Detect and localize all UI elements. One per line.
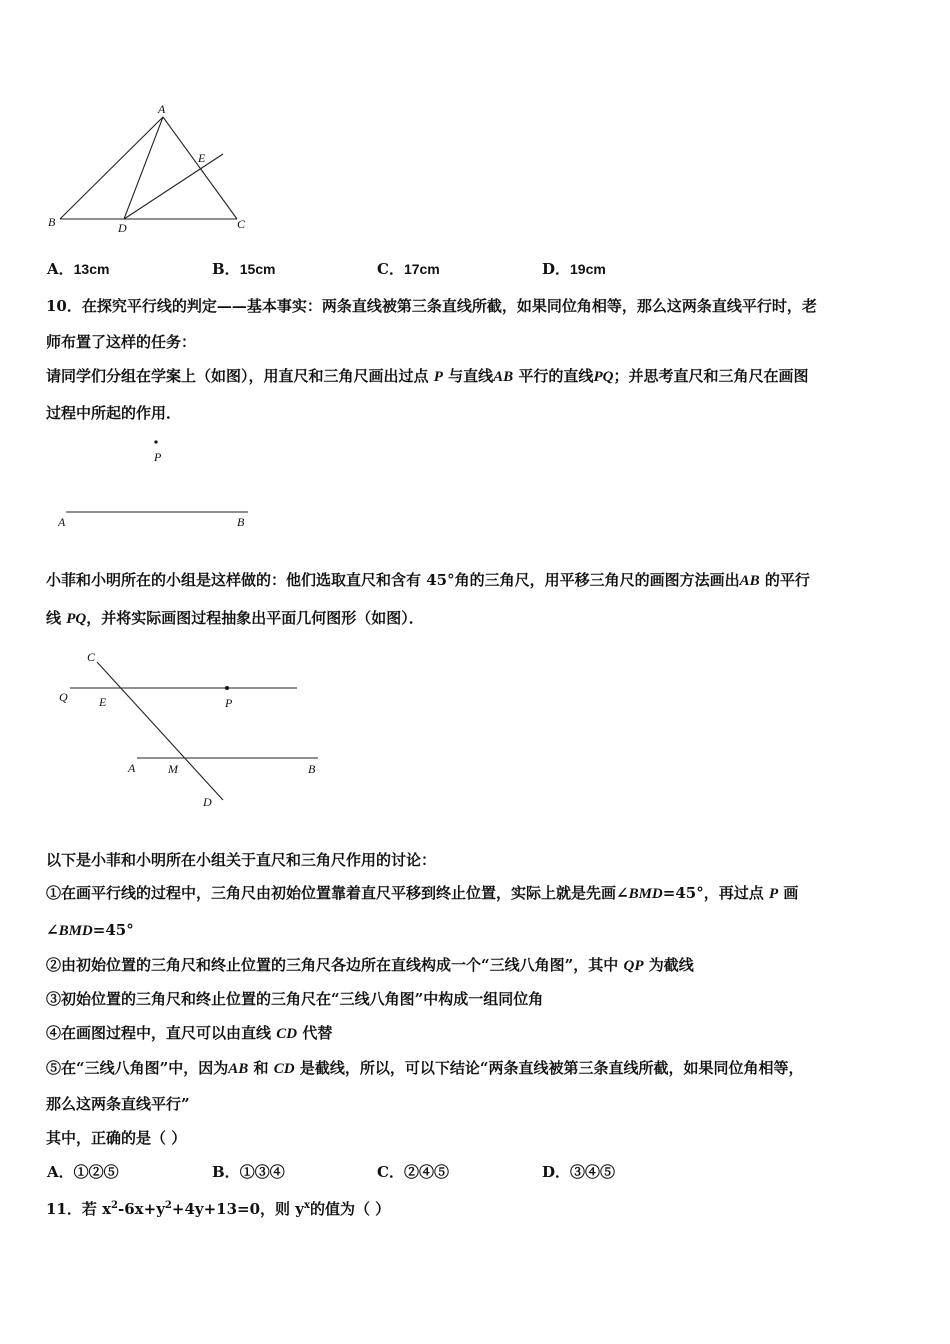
point-p: P	[433, 369, 443, 385]
option-letter: C．	[377, 260, 404, 278]
q10-para2-line-1	[46, 570, 810, 591]
q9-option-c[interactable]	[377, 259, 440, 279]
angle-symbol: ∠	[46, 921, 59, 939]
line-ab: AB	[493, 369, 514, 385]
q9-triangle-figure	[40, 95, 270, 240]
option-value: ②④⑤	[403, 1163, 449, 1181]
line-ab: AB	[739, 573, 760, 589]
option-letter: D．	[542, 1163, 571, 1181]
line-cd: CD	[276, 1026, 298, 1042]
text-run: 为截线	[648, 956, 694, 974]
q10-discussion-intro: 以下是小菲和小明所在小组关于直尺和三角尺作用的讨论：	[46, 851, 437, 869]
statement-2	[46, 955, 694, 976]
line-cd	[97, 662, 223, 800]
q10-line-3	[46, 366, 808, 387]
segment-ac	[163, 117, 237, 219]
q10-line-1: 10．在探究平行线的判定——基本事实：两条直线被第三条直线所截，如果同位角相等，那么这两条直线平行时，老	[46, 297, 817, 315]
q10-figure-1	[50, 432, 260, 532]
text-run: ②由初始位置的三角尺和终止位置的三角尺各边所在直线构成一个“三线八角图”，其中	[46, 956, 619, 974]
text-run: ，并将实际画图过程抽象出平面几何图形（如图）．	[86, 609, 424, 627]
line-pq: PQ	[66, 611, 87, 627]
label-p: P	[225, 696, 233, 710]
line-ab: AB	[228, 1061, 249, 1077]
statement-1-line-2	[46, 920, 134, 941]
line-cd: CD	[273, 1061, 295, 1077]
q10-option-b[interactable]	[212, 1162, 285, 1182]
q10-line-4: 过程中所起的作用．	[46, 404, 182, 422]
text-run: 与直线	[448, 367, 494, 385]
option-value: ③④⑤	[570, 1163, 616, 1181]
text-run: 和	[253, 1059, 269, 1077]
text-run: 画	[783, 884, 799, 902]
option-value: 17cm	[403, 261, 440, 277]
q9-option-d[interactable]	[542, 259, 606, 279]
line-qp: QP	[623, 958, 644, 974]
statement-1-line-1	[46, 883, 798, 904]
text-run: 代替	[302, 1024, 333, 1042]
point-p-dot	[154, 440, 157, 443]
statement-5-line-2: 那么这两条直线平行”	[46, 1095, 190, 1113]
text-run: 请同学们分组在学案上（如图），用直尺和三角尺画出过点	[46, 367, 429, 385]
option-letter: C．	[377, 1163, 404, 1181]
label-e: E	[99, 695, 107, 709]
point-p: P	[768, 886, 779, 902]
statement-4	[46, 1023, 332, 1044]
label-p: P	[154, 450, 162, 464]
option-letter: A．	[47, 1163, 74, 1181]
q10-option-a[interactable]	[47, 1162, 119, 1182]
q10-option-d[interactable]	[542, 1162, 615, 1182]
option-value: ①③④	[239, 1163, 285, 1181]
label-b: B	[48, 215, 56, 229]
text-run: =45°	[92, 921, 134, 939]
q10-option-c[interactable]	[377, 1162, 449, 1182]
option-letter: B．	[212, 1163, 240, 1181]
option-value: ①②⑤	[73, 1163, 119, 1181]
text-run: -6x+y	[118, 1200, 165, 1218]
label-c: C	[87, 650, 96, 664]
ray-de	[124, 154, 223, 219]
q10-para2-line-2	[46, 608, 424, 629]
label-b: B	[237, 515, 245, 529]
text-run: ④在画图过程中，直尺可以由直线	[46, 1024, 272, 1042]
label-b: B	[308, 762, 316, 776]
exponent: x	[303, 1200, 310, 1211]
line-pq: PQ	[593, 369, 614, 385]
option-letter: D．	[542, 260, 571, 278]
text-run: 的平行	[764, 571, 810, 589]
option-value: 19cm	[570, 261, 606, 277]
text-run: ；并思考直尺和三角尺在画图	[613, 367, 809, 385]
q9-option-b[interactable]	[212, 259, 276, 279]
exponent: 2	[164, 1200, 172, 1211]
text-run: ①在画平行线的过程中，三角尺由初始位置靠着直尺平移到终止位置，实际上就是先画∠	[46, 884, 629, 902]
text-run: 的值为（ ）	[309, 1200, 391, 1218]
label-a: A	[58, 515, 66, 529]
angle-bmd: BMD	[628, 886, 663, 902]
q10-line-2: 师布置了这样的任务：	[46, 333, 197, 351]
label-a: A	[128, 761, 136, 775]
q11-question	[46, 1196, 390, 1219]
label-d: D	[203, 795, 212, 809]
q10-question: 其中，正确的是（ ）	[46, 1129, 187, 1147]
label-c: C	[237, 217, 246, 231]
text-run: 11．若 x	[46, 1200, 112, 1218]
label-m: M	[168, 762, 178, 776]
point-p-dot	[225, 686, 229, 690]
segment-ad	[124, 117, 163, 219]
label-q: Q	[59, 690, 68, 704]
option-letter: B．	[212, 260, 240, 278]
q10-figure-2	[55, 645, 330, 815]
option-value: 15cm	[239, 261, 276, 277]
text-run: =45°，再过点	[662, 884, 764, 902]
exponent: 2	[111, 1200, 119, 1211]
label-e: E	[198, 151, 206, 165]
option-value: 13cm	[73, 261, 110, 277]
q9-option-a[interactable]	[47, 259, 109, 279]
text-run: 线	[46, 609, 62, 627]
label-a: A	[158, 102, 166, 116]
text-run: 平行的直线	[518, 367, 594, 385]
angle-bmd: BMD	[58, 923, 93, 939]
label-d: D	[118, 221, 127, 235]
text-run: ⑤在“三线八角图”中，因为	[46, 1059, 229, 1077]
statement-5-line-1	[46, 1058, 803, 1079]
statement-3: ③初始位置的三角尺和终止位置的三角尺在“三线八角图”中构成一组同位角	[46, 990, 544, 1008]
option-letter: A．	[47, 260, 74, 278]
text-run: +4y+13=0，则 y	[171, 1200, 304, 1218]
text-run: 小菲和小明所在的小组是这样做的：他们选取直尺和含有 45°角的三角尺，用平移三角尺的画图方法画出	[46, 571, 740, 589]
text-run: 是截线，所以，可以下结论“两条直线被第三条直线所截，如果同位角相等，	[299, 1059, 804, 1077]
